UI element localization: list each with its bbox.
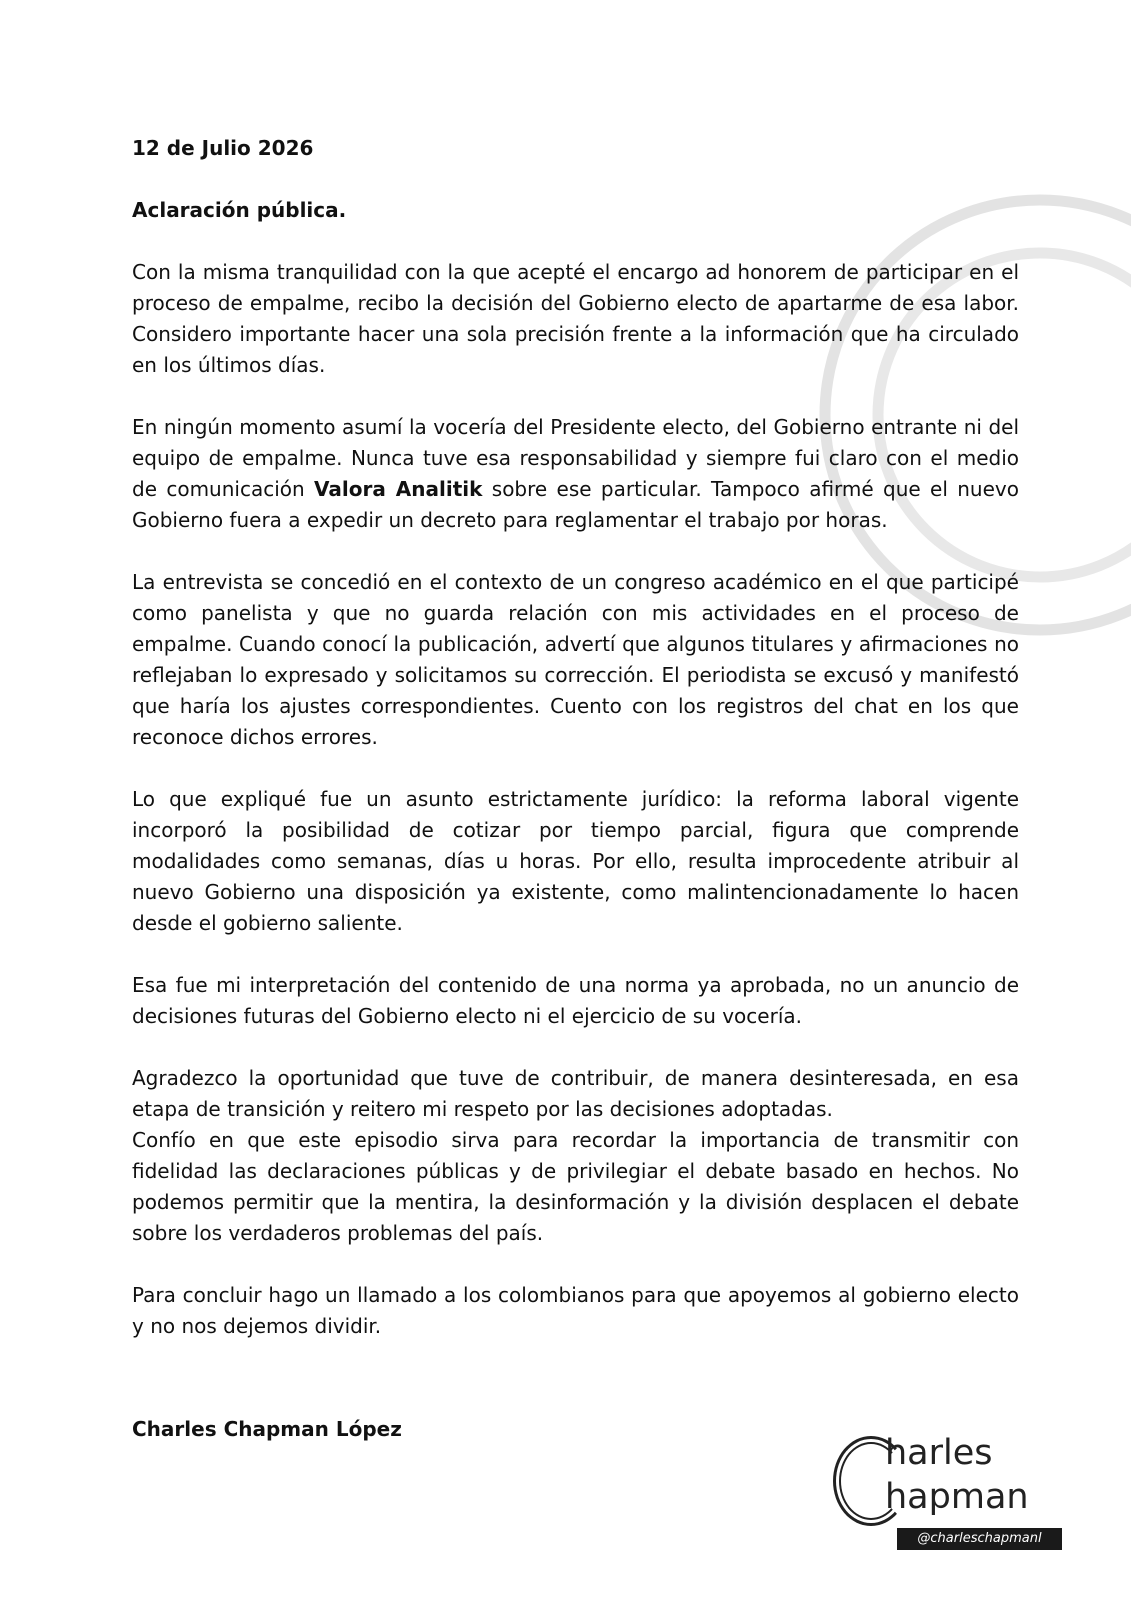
media-name: Valora Analitik [314, 477, 483, 501]
paragraph-4: Lo que expliqué fue un asunto estrictamente jurídico: la reforma laboral vigente incorporó la posibilidad de cotizar por tiempo parcial, figura que comprende modalidades como semanas, días u horas. Por ello, resulta improcedente atribuir al nuevo Gobierno una disposición ya existente, como malintencionadamente lo hacen desde el gobierno saliente. [132, 787, 1019, 935]
paragraph-7: Confío en que este episodio sirva para recordar la importancia de transmitir con fidelidad las declaraciones públicas y de privilegiar el debate basado en hechos. No podemos permitir que la mentira, la desinformación y la división desplacen el debate sobre los verdaderos problemas del país. [132, 1128, 1019, 1245]
paragraph-2 [132, 412, 1019, 536]
paragraph-3: La entrevista se concedió en el contexto de un congreso académico en el que participé como panelista y que no guarda relación con mis actividades en el proceso de empalme. Cuando conocí la publicación, advertí que algunos titulares y afirmaciones no reflejaban lo expresado y solicitamos su corrección. El periodista se excusó y manifestó que haría los ajustes correspondientes. Cuento con los registros del chat en los que reconoce dichos errores. [132, 570, 1019, 749]
letter-title: Aclaración pública. [132, 198, 347, 222]
paragraph-2-part-1: En ningún momento asumí la vocería del Presidente electo, del Gobierno entrante ni del equipo de empalme. Nunca tuve esa responsabilidad y siempre fui claro con el medio de comunicación [132, 415, 1019, 501]
paragraph-1: Con la misma tranquilidad con la que acepté el encargo ad honorem de participar en el proceso de empalme, recibo la decisión del Gobierno electo de apartarme de esa labor. Considero importante hacer una sola precisión frente a la información que ha circulado en los últimos días. [132, 260, 1019, 377]
paragraph-5: Esa fue mi interpretación del contenido de una norma ya aprobada, no un anuncio de decisiones futuras del Gobierno electo ni el ejercicio de su vocería. [132, 973, 1019, 1028]
paragraph-6: Agradezco la oportunidad que tuve de contribuir, de manera desinteresada, en esa etapa de transición y reitero mi respeto por las decisiones adoptadas. [132, 1066, 1019, 1121]
logo-line-1: harles [885, 1433, 993, 1473]
letter-body [132, 133, 1019, 1373]
letter-date: 12 de Julio 2026 [132, 136, 314, 160]
paragraph-8: Para concluir hago un llamado a los colombianos para que apoyemos al gobierno electo y no nos dejemos dividir. [132, 1283, 1019, 1338]
logo-handle: @charleschapmanl [897, 1528, 1062, 1550]
signature-name: Charles Chapman López [132, 1417, 402, 1441]
charles-chapman-logo [833, 1432, 1063, 1562]
paragraph-2-part-2: sobre ese particular. Tampoco afirmé que el nuevo Gobierno fuera a expedir un decreto para reglamentar el trabajo por horas. [132, 477, 1019, 532]
logo-line-2: hapman [885, 1477, 1029, 1517]
